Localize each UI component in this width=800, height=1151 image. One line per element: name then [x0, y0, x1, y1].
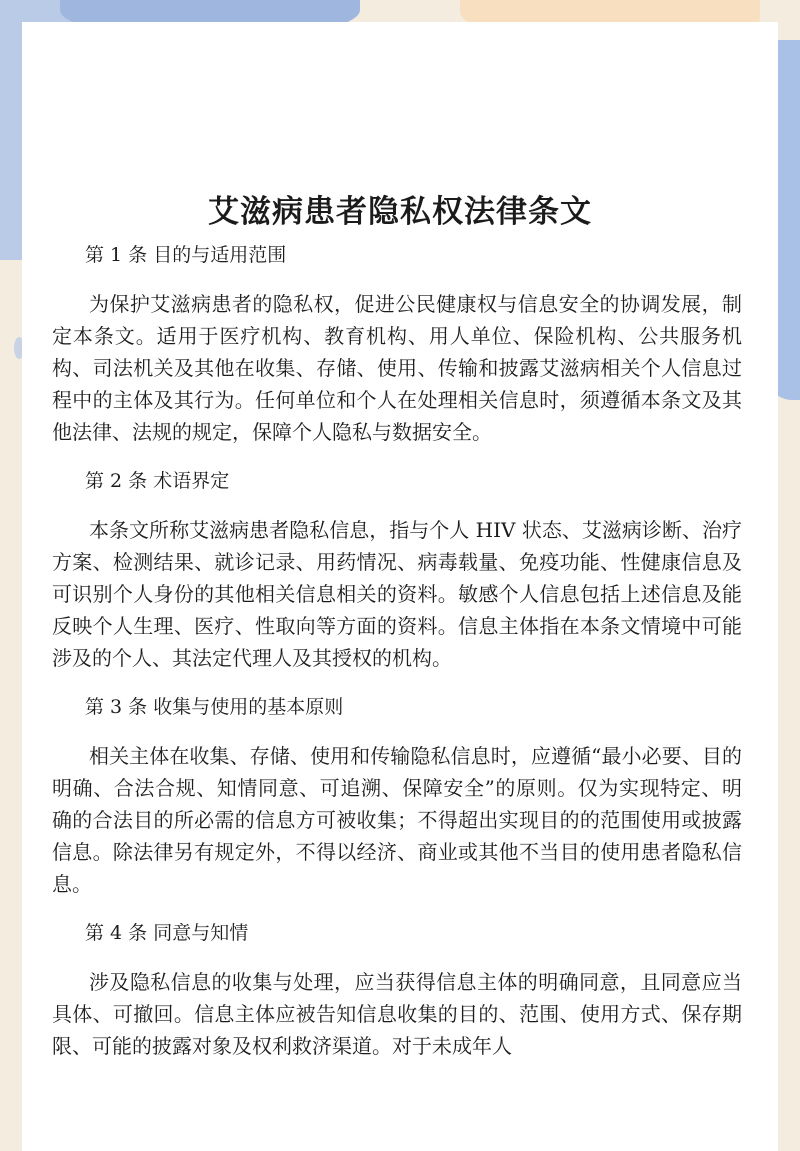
- article-4: [52, 918, 742, 1062]
- article-text: 本条文所称艾滋病患者隐私信息，指与个人 HIV 状态、艾滋病诊断、治疗方案、检测结果、就诊记录、用药情况、病毒载量、免疫功能、性健康信息及可识别个人身份的其他相关信息相关的资料。敏感个人信息包括上述信息及能反映个人生理、医疗、性取向等方面的资料。信息主体指在本条文情境中可能涉及的个人、其法定代理人及其授权的机构。: [52, 518, 742, 670]
- article-heading: 第 1 条 目的与适用范围: [85, 244, 287, 266]
- article-3: [52, 692, 742, 900]
- article-heading: 第 3 条 收集与使用的基本原则: [85, 696, 344, 718]
- article-1: [52, 240, 742, 448]
- document-body: [52, 240, 742, 1080]
- article-text: 相关主体在收集、存储、使用和传输隐私信息时，应遵循“最小必要、目的明确、合法合规、知情同意、可追溯、保障安全”的原则。仅为实现特定、明确的合法目的所必需的信息方可被收集；不得超出实现目的的范围使用或披露信息。除法律另有规定外，不得以经济、商业或其他不当目的使用患者隐私信息。: [52, 744, 742, 896]
- document-page: [22, 22, 778, 1151]
- article-text: 涉及隐私信息的收集与处理，应当获得信息主体的明确同意，且同意应当具体、可撤回。信息主体应被告知信息收集的目的、范围、使用方式、保存期限、可能的披露对象及权利救济渠道。对于未成年人: [52, 970, 742, 1058]
- article-heading: 第 4 条 同意与知情: [85, 922, 249, 944]
- article-2: [52, 466, 742, 674]
- article-text: 为保护艾滋病患者的隐私权，促进公民健康权与信息安全的协调发展，制定本条文。适用于医疗机构、教育机构、用人单位、保险机构、公共服务机构、司法机关及其他在收集、存储、使用、传输和披露艾滋病相关个人信息过程中的主体及其行为。任何单位和个人在处理相关信息时，须遵循本条文及其他法律、法规的规定，保障个人隐私与数据安全。: [52, 292, 742, 444]
- article-heading: 第 2 条 术语界定: [85, 470, 230, 492]
- document-title: 艾滋病患者隐私权法律条文: [208, 194, 592, 230]
